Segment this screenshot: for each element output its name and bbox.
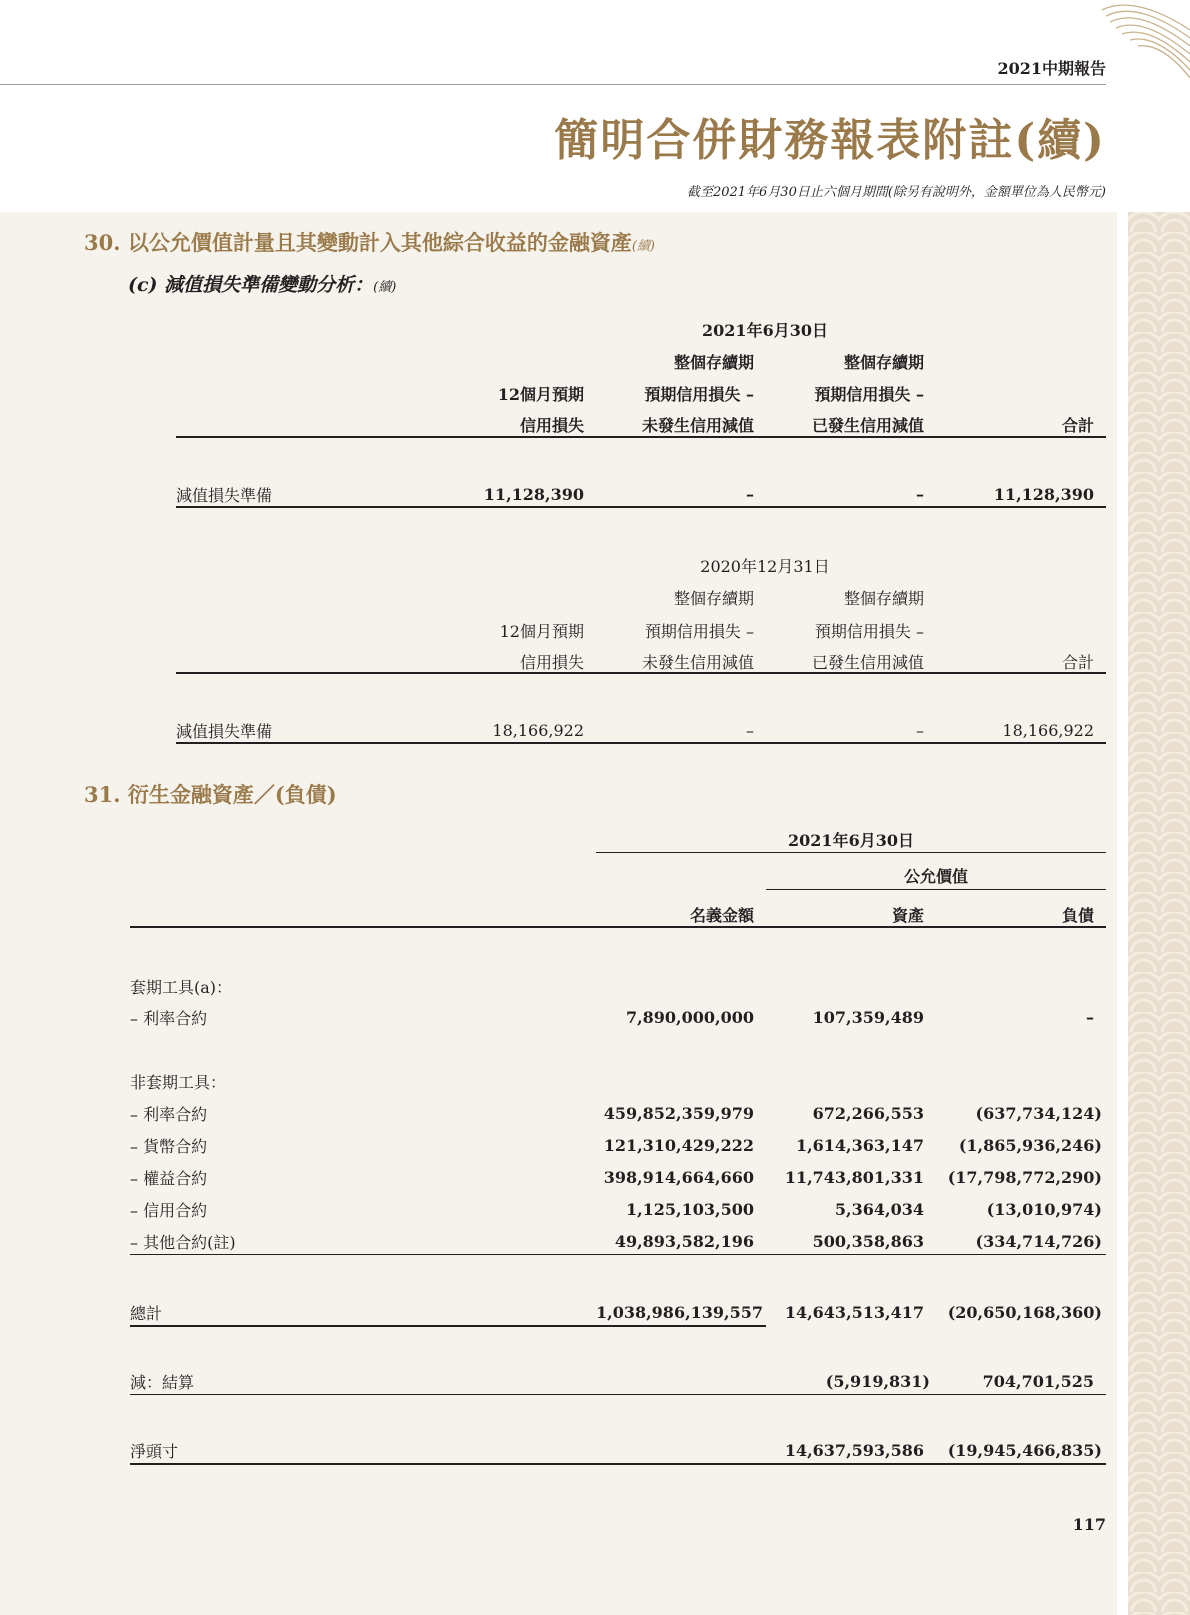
table-rule bbox=[176, 506, 1106, 508]
table-rule bbox=[596, 852, 1106, 853]
row-value: – bbox=[746, 721, 754, 740]
section-30-title: 30. 以公允價值計量且其變動計入其他綜合收益的金融資產 bbox=[84, 230, 632, 255]
total-asset: 14,643,513,417 bbox=[784, 1303, 924, 1322]
row-value: 18,166,922 bbox=[492, 721, 584, 740]
page-title: 簡明合併財務報表附註(續) bbox=[554, 115, 1106, 166]
section-30c-title: (c) 減值損失準備變動分析： bbox=[128, 274, 374, 296]
table-cell: 49,893,582,196 bbox=[614, 1232, 754, 1251]
col-header: 已發生信用減值 bbox=[811, 416, 924, 435]
nonhedge-label: 非套期工具： bbox=[130, 1073, 227, 1092]
table-rule bbox=[176, 742, 1106, 744]
table-rule bbox=[176, 436, 1106, 438]
table-cell: (13,010,974) bbox=[986, 1200, 1102, 1219]
table-row-label: – 其他合約(註) bbox=[130, 1233, 236, 1252]
row-label: 減值損失準備 bbox=[176, 486, 273, 505]
table-cell: 11,743,801,331 bbox=[784, 1168, 924, 1187]
table-cell: (637,734,124) bbox=[975, 1104, 1102, 1123]
row-label: 減值損失準備 bbox=[176, 722, 273, 741]
table-rule bbox=[130, 1254, 1106, 1255]
settle-asset: (5,919,831) bbox=[825, 1372, 930, 1391]
table-rule bbox=[130, 1394, 1106, 1395]
col-header: 整個存續期 bbox=[673, 353, 754, 372]
settle-liability: 704,701,525 bbox=[982, 1372, 1094, 1391]
net-asset: 14,637,593,586 bbox=[784, 1441, 924, 1460]
table-cell: 1,125,103,500 bbox=[625, 1200, 754, 1219]
table-cell: (1,865,936,246) bbox=[958, 1136, 1102, 1155]
table-cell: 459,852,359,979 bbox=[603, 1104, 754, 1123]
table-row-label: – 貨幣合約 bbox=[130, 1137, 208, 1156]
col-header: 12個月預期 bbox=[499, 622, 584, 641]
section-30-heading bbox=[84, 227, 655, 257]
table-rule bbox=[766, 889, 1106, 890]
row-value: 11,128,390 bbox=[483, 485, 584, 504]
net-label: 淨頭寸 bbox=[130, 1442, 179, 1461]
section-30c-heading bbox=[128, 270, 396, 297]
section-30c-note: (續) bbox=[373, 280, 397, 295]
table-cell: 7,890,000,000 bbox=[625, 1008, 754, 1027]
page-number: 117 bbox=[1072, 1515, 1106, 1534]
settle-label: 減：結算 bbox=[130, 1373, 195, 1392]
col-header: 合計 bbox=[1061, 416, 1094, 435]
table-row-label: – 信用合約 bbox=[130, 1201, 208, 1220]
table-cell: – bbox=[1086, 1008, 1094, 1027]
row-value: 18,166,922 bbox=[1002, 721, 1094, 740]
col-header: 整個存續期 bbox=[673, 589, 754, 608]
col-header-asset: 資產 bbox=[891, 906, 924, 925]
total-notional: 1,038,986,139,557 bbox=[596, 1303, 764, 1322]
table-cell: (17,798,772,290) bbox=[947, 1168, 1102, 1187]
section-30-note: (續) bbox=[631, 239, 655, 254]
col-header: 信用損失 bbox=[519, 416, 584, 435]
report-label: 2021中期報告 bbox=[997, 59, 1106, 78]
total-label: 總計 bbox=[130, 1304, 163, 1323]
page-subtitle: 截至2021年6月30日止六個月期間(除另有說明外，金額單位為人民幣元) bbox=[686, 185, 1106, 200]
table-cell: 121,310,429,222 bbox=[603, 1136, 754, 1155]
col-header: 預期信用損失 – bbox=[644, 385, 754, 404]
col-header: 預期信用損失 – bbox=[644, 622, 754, 641]
table-rule bbox=[130, 926, 1106, 928]
table-date: 2021年6月30日 bbox=[702, 321, 828, 340]
table-cell: 5,364,034 bbox=[834, 1200, 924, 1219]
col-header: 整個存續期 bbox=[843, 589, 924, 608]
row-value: 11,128,390 bbox=[993, 485, 1094, 504]
table-cell: (334,714,726) bbox=[975, 1232, 1102, 1251]
fair-value-header: 公允價值 bbox=[903, 867, 968, 886]
col-header: 預期信用損失 – bbox=[814, 622, 924, 641]
col-header: 整個存續期 bbox=[843, 353, 924, 372]
col-header-liability: 負債 bbox=[1061, 906, 1094, 925]
row-value: – bbox=[916, 485, 924, 504]
net-liability: (19,945,466,835) bbox=[947, 1441, 1102, 1460]
col-header: 未發生信用減值 bbox=[641, 653, 754, 672]
col-header: 已發生信用減值 bbox=[811, 653, 924, 672]
col-header: 合計 bbox=[1061, 653, 1094, 672]
table-cell: 107,359,489 bbox=[812, 1008, 924, 1027]
col-header: 預期信用損失 – bbox=[814, 385, 924, 404]
row-value: – bbox=[916, 721, 924, 740]
col-header: 12個月預期 bbox=[497, 385, 584, 404]
table-row-label: – 利率合約 bbox=[130, 1009, 208, 1028]
total-liability: (20,650,168,360) bbox=[947, 1303, 1102, 1322]
table-date: 2021年6月30日 bbox=[788, 831, 914, 850]
wave-ornament-icon bbox=[1092, 0, 1190, 80]
section-31-heading: 31. 衍生金融資產／(負債) bbox=[84, 782, 337, 807]
table-date: 2020年12月31日 bbox=[700, 557, 830, 576]
header-rule bbox=[0, 84, 1106, 85]
table-row-label: – 權益合約 bbox=[130, 1169, 208, 1188]
table-cell: 500,358,863 bbox=[812, 1232, 924, 1251]
table-cell: 672,266,553 bbox=[812, 1104, 924, 1123]
table-rule bbox=[130, 1463, 1106, 1465]
table-cell: 398,914,664,660 bbox=[603, 1168, 754, 1187]
table-rule bbox=[176, 672, 1106, 674]
table-row-label: – 利率合約 bbox=[130, 1105, 208, 1124]
col-header-notional: 名義金額 bbox=[689, 906, 754, 925]
row-value: – bbox=[746, 485, 754, 504]
side-wave-pattern bbox=[1128, 212, 1190, 1615]
table-cell: 1,614,363,147 bbox=[795, 1136, 924, 1155]
col-header: 信用損失 bbox=[519, 653, 584, 672]
col-header: 未發生信用減值 bbox=[641, 416, 754, 435]
table-rule bbox=[130, 1325, 766, 1327]
hedge-label: 套期工具(a)： bbox=[130, 978, 233, 997]
